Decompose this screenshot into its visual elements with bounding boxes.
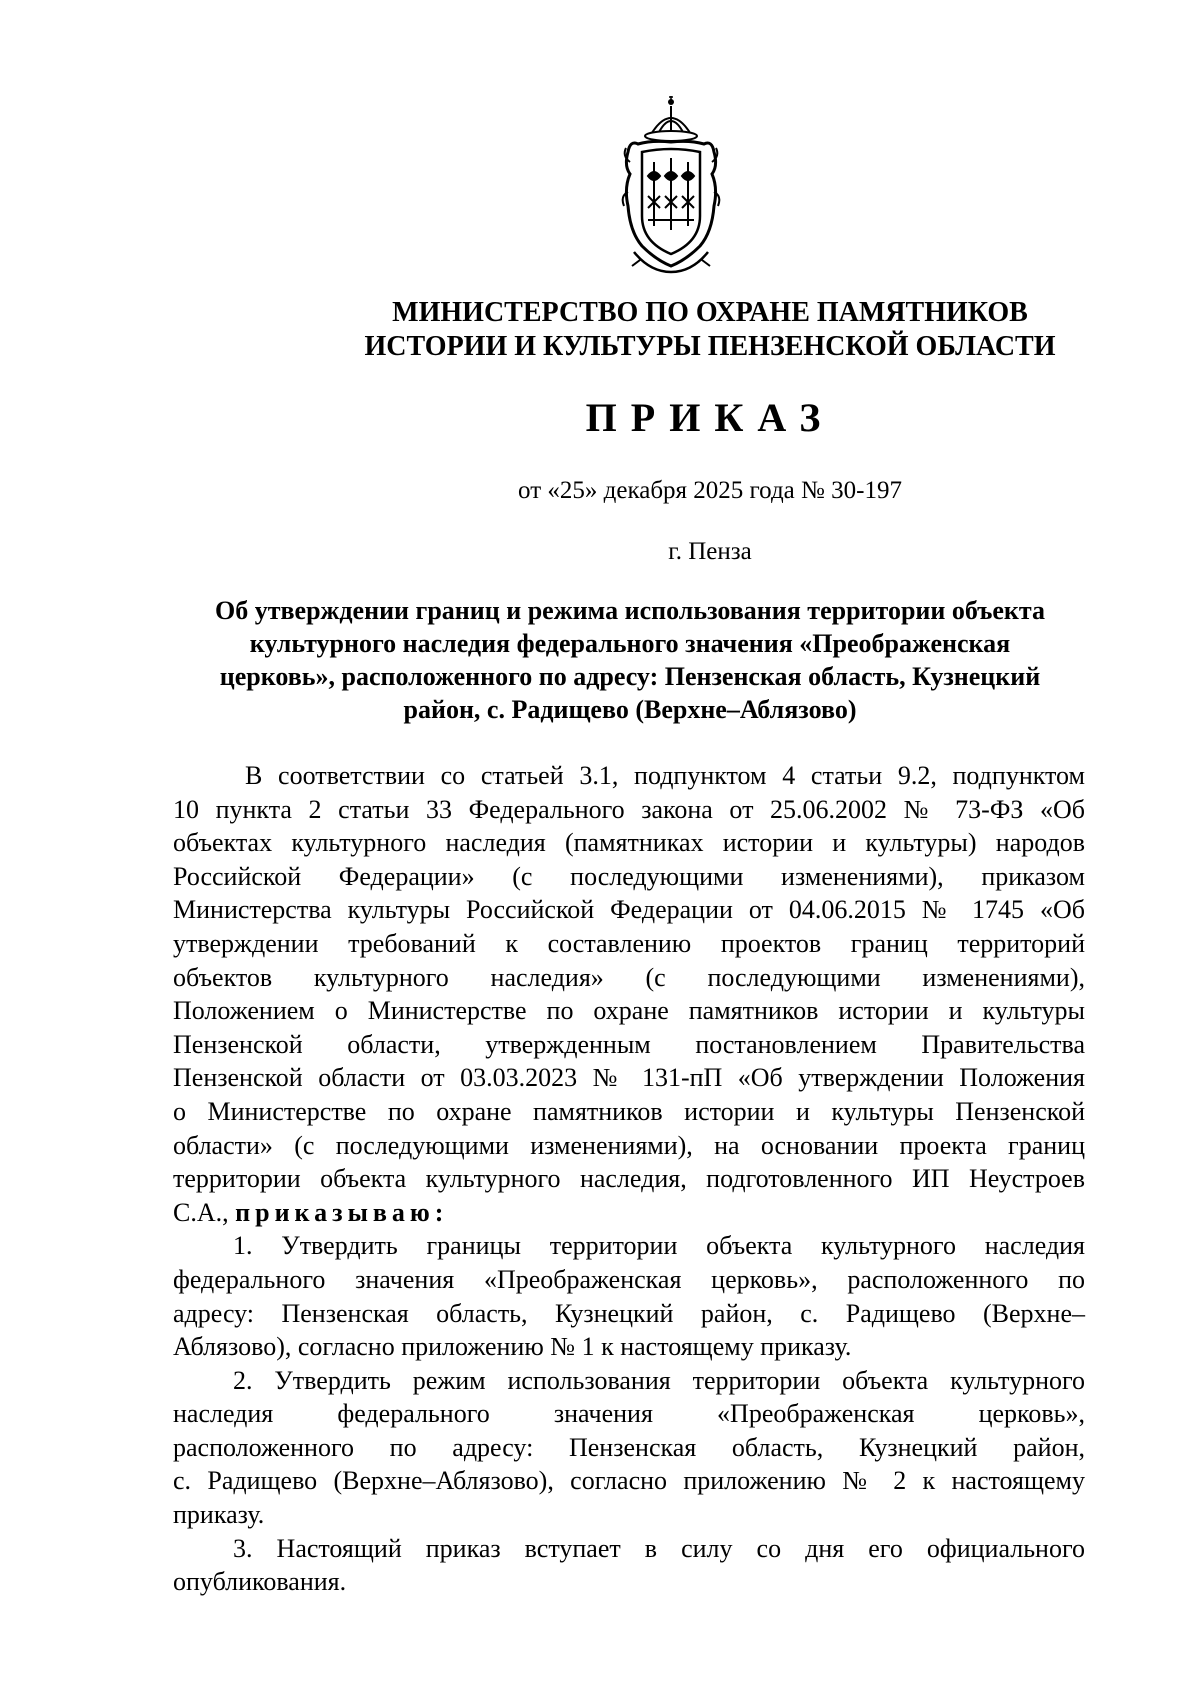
order-body bbox=[173, 759, 1085, 1599]
ministry-name-line-2: ИСТОРИИ И КУЛЬТУРЫ ПЕНЗЕНСКОЙ ОБЛАСТИ bbox=[364, 331, 1056, 362]
document-type-title: ПРИКАЗ bbox=[585, 395, 835, 440]
preamble-line: объектов культурного наследия» (с последующими изменениями), bbox=[173, 962, 1085, 992]
ministry-name-line-1: МИНИСТЕРСТВО ПО ОХРАНЕ ПАМЯТНИКОВ bbox=[392, 297, 1028, 328]
item-line: федерального значения «Преображенская церковь», расположенного по bbox=[173, 1264, 1085, 1294]
subject-line: церковь», расположенного по адресу: Пензенская область, Кузнецкий bbox=[219, 662, 1041, 691]
preamble-line: объектах культурного наследия (памятниках истории и культуры) народов bbox=[173, 828, 1085, 858]
item-line: адресу: Пензенская область, Кузнецкий район, с. Радищево (Верхне– bbox=[173, 1298, 1085, 1328]
preamble-line: Пензенской области от 03.03.2023 № 131-пП «Об утверждении Положения bbox=[173, 1063, 1085, 1093]
item-line: Аблязово), согласно приложению № 1 к настоящему приказу. bbox=[173, 1332, 852, 1362]
order-subject bbox=[175, 594, 1085, 726]
preamble-line: Пензенской области, утвержденным постановлением Правительства bbox=[173, 1029, 1085, 1059]
order-city: г. Пенза bbox=[668, 538, 752, 565]
preamble-line: территории объекта культурного наследия, подготовленного ИП Неустроев bbox=[173, 1164, 1085, 1194]
preamble-paragraph bbox=[173, 759, 1085, 1229]
preamble-line: области» (с последующими изменениями), на основании проекта границ bbox=[173, 1130, 1085, 1160]
preamble-line: Положением о Министерстве по охране памятников истории и культуры bbox=[173, 996, 1085, 1026]
subject-line: культурного наследия федерального значения «Преображенская bbox=[249, 629, 1011, 658]
item-line: 1. Утвердить границы территории объекта культурного наследия bbox=[233, 1231, 1085, 1261]
preamble-line-prefix: С.А., bbox=[173, 1197, 236, 1227]
order-item-1 bbox=[173, 1229, 1085, 1363]
ministry-name bbox=[250, 296, 1170, 364]
preamble-line: утверждении требований к составлению проектов границ территорий bbox=[173, 928, 1085, 958]
preamble-line: Российской Федерации» (с последующими изменениями), приказом bbox=[173, 861, 1085, 891]
preamble-line: Министерства культуры Российской Федерации от 04.06.2015 № 1745 «Об bbox=[173, 895, 1085, 925]
coat-of-arms-emblem bbox=[620, 96, 722, 274]
preamble-line: В соответствии со статьей 3.1, подпунктом 4 статьи 9.2, подпунктом bbox=[245, 761, 1085, 790]
subject-line: район, с. Радищево (Верхне–Аблязово) bbox=[403, 695, 857, 724]
preamble-line: 10 пункта 2 статьи 33 Федерального закона от 25.06.2002 № 73-ФЗ «Об bbox=[173, 794, 1085, 824]
subject-line: Об утверждении границ и режима использования территории объекта bbox=[215, 596, 1045, 625]
item-line: опубликования. bbox=[173, 1567, 347, 1597]
item-line: с. Радищево (Верхне–Аблязово), согласно приложению № 2 к настоящему bbox=[173, 1466, 1085, 1496]
preamble-line: о Министерстве по охране памятников истории и культуры Пензенской bbox=[173, 1096, 1085, 1126]
item-line: приказу. bbox=[173, 1500, 265, 1530]
preamble-final-line bbox=[173, 1196, 1085, 1230]
item-line: 2. Утвердить режим использования территории объекта культурного bbox=[233, 1365, 1085, 1395]
order-item-3 bbox=[173, 1532, 1085, 1599]
order-word: приказываю: bbox=[235, 1197, 449, 1227]
item-line: расположенного по адресу: Пензенская область, Кузнецкий район, bbox=[173, 1432, 1085, 1462]
order-date-number: от «25» декабря 2025 года № 30-197 bbox=[518, 477, 902, 504]
item-line: 3. Настоящий приказ вступает в силу со дня его официального bbox=[233, 1533, 1085, 1563]
item-line: наследия федерального значения «Преображенская церковь», bbox=[173, 1399, 1085, 1429]
order-item-2 bbox=[173, 1364, 1085, 1532]
coat-of-arms-icon bbox=[620, 96, 722, 274]
